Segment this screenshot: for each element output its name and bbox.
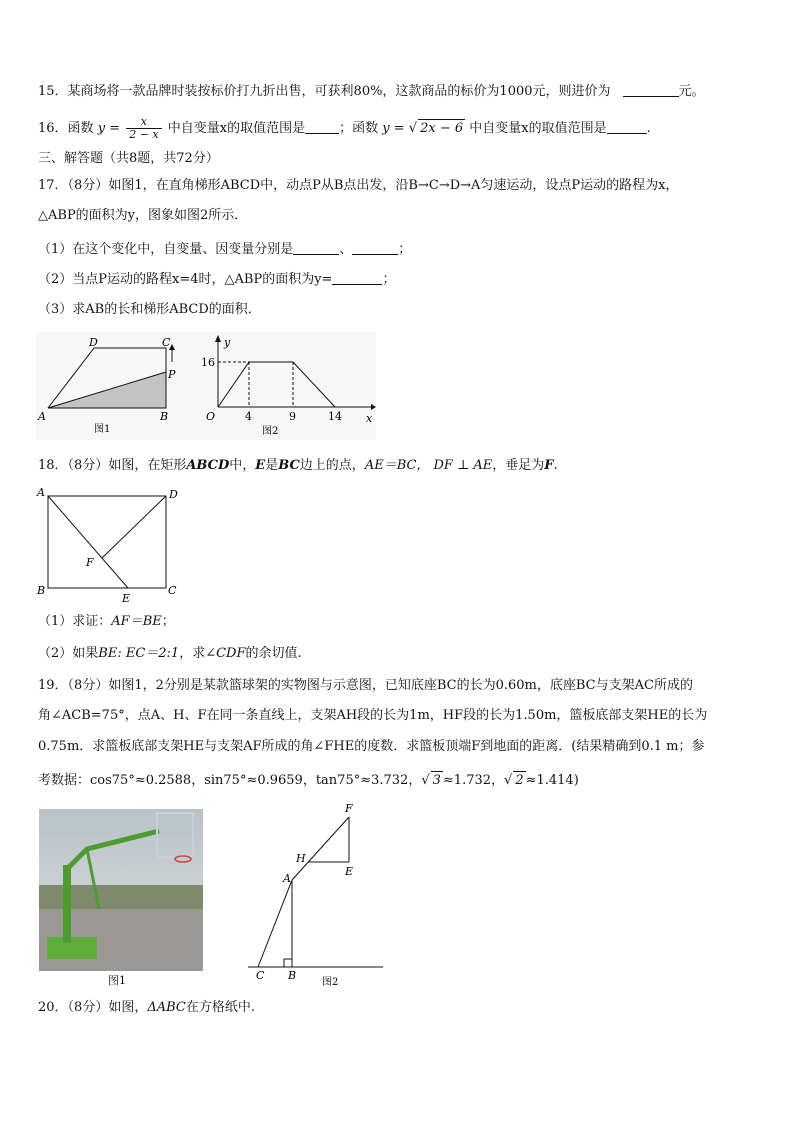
tick-label-4: 4 <box>245 410 252 423</box>
q16-fraction <box>126 116 161 141</box>
label-f: F <box>86 556 94 569</box>
q16-frac-num: x <box>126 116 161 129</box>
label-d: D <box>89 336 98 349</box>
q18-cond1: AE＝BC， <box>364 458 430 473</box>
q18-p1a: （1）求证： <box>38 614 112 629</box>
q19-refs-2: ≈1.732， <box>442 773 505 788</box>
q16-frac-den: 2 − x <box>129 128 159 141</box>
q19-figure-2 <box>240 800 390 990</box>
q19-line2: 角∠ACB=75°，点A、H、F在同一条直线上，支架AH段的长为1m，HF段的长为1.50m，篮板底部支架HE的长为 <box>38 708 708 723</box>
q19-sqrt3: 3 <box>432 773 441 788</box>
label-d: D <box>169 488 178 501</box>
q17-p2-text: （2）当点P运动的路程x=4时，△ABP的面积为y= <box>38 272 333 287</box>
fig2-caption: 图2 <box>262 426 279 437</box>
label-h: H <box>296 852 306 865</box>
label-c: C <box>256 969 265 982</box>
q20-text2: 在方格纸中. <box>185 1000 255 1015</box>
photo-pole <box>63 865 71 943</box>
q15-line <box>38 82 705 101</box>
q16-blank-1 <box>305 119 339 134</box>
rectangle-abcd <box>48 496 166 588</box>
q17-figure-background <box>36 332 376 440</box>
section-3-heading: 三、解答题（共8题，共72分） <box>38 151 219 166</box>
label-e: E <box>345 865 354 878</box>
label-e: E <box>122 592 131 604</box>
q17-p1-sep: 、 <box>339 242 353 257</box>
label-a: A <box>37 486 45 499</box>
q19-line1: 19．（8分）如图1，2分别是某款篮球架的实物图与示意图，已知底座BC的长为0.60m，底座BC与支架AC所成的 <box>38 678 693 693</box>
q16-prefix: 16．函数 <box>38 121 94 136</box>
q16-end: . <box>646 121 651 136</box>
q16-blank-2 <box>607 119 647 134</box>
q16-mid1: 中自变量x的取值范围是 <box>167 121 306 136</box>
q15-text: 15．某商场将一款品牌时装按标价打九折出售，可获利80%，这款商品的标价为1000元，则进价为 <box>38 84 611 99</box>
q17-blank-1 <box>293 240 339 255</box>
label-f: F <box>345 802 353 815</box>
q19-sqrt2: 2 <box>515 773 524 788</box>
q18-p1b: AF＝BE <box>111 614 162 629</box>
segment-ca <box>258 880 292 967</box>
segment-af <box>292 817 349 880</box>
q17-part1 <box>38 240 411 259</box>
label-a: A <box>283 872 291 885</box>
label-p: P <box>168 368 176 381</box>
label-b: B <box>160 410 169 423</box>
axis-label-x: x <box>366 412 373 425</box>
label-b: B <box>37 584 46 597</box>
segment-ae <box>48 496 128 588</box>
q17-p1-text: （1）在这个变化中，自变量、因变量分别是 <box>38 242 294 257</box>
q18-t5: ，垂足为 <box>492 458 545 473</box>
tick-label-16: 16 <box>201 356 215 369</box>
q16-y-eq-2: y = <box>382 121 405 136</box>
q16-mid2: 中自变量x的取值范围是 <box>469 121 607 136</box>
q20-triangle: ΔABC <box>147 1000 186 1015</box>
q19-fig1-caption: 图1 <box>108 974 126 987</box>
q16-line <box>38 116 651 141</box>
q18-e: E <box>255 458 266 473</box>
q18-t4: 边上的点， <box>299 458 365 473</box>
q17-p2-end: ； <box>382 272 396 287</box>
q18-t2: 中， <box>229 458 256 473</box>
q18-t6: . <box>553 458 558 473</box>
label-c: C <box>162 336 171 349</box>
fig2-caption: 图2 <box>322 977 339 988</box>
q18-p2a: （2）如果 <box>38 646 99 661</box>
q17-part3: （3）求AB的长和梯形ABCD的面积． <box>38 302 261 317</box>
q18-cond2: DF ⊥ AE <box>433 458 493 473</box>
q18-p1c: ； <box>161 614 175 629</box>
q18-t1: 18．（8分）如图，在矩形 <box>38 458 187 473</box>
photo-base <box>47 937 97 959</box>
q19-refs-3: ≈1.414) <box>525 773 579 788</box>
axis-label-y: y <box>224 336 231 349</box>
q18-p2c: ，求∠ <box>179 646 217 661</box>
q17-blank-2 <box>352 240 398 255</box>
q19-refs: 考数据：cos75°≈0.2588，sin75°≈0.9659，tan75°≈3.732， <box>38 773 422 788</box>
q18-abcd: ABCD <box>186 458 230 473</box>
q17-line2: △ABP的面积为y，图象如图2所示． <box>38 208 248 223</box>
q16-y-eq: y = <box>97 121 121 136</box>
q18-part1 <box>38 613 175 631</box>
q17-blank-3 <box>332 270 382 285</box>
right-angle-mark <box>284 959 292 967</box>
q17-line1: 17．（8分）如图1，在直角梯形ABCD中，动点P从B点出发，沿B→C→D→A匀速运动，设点P运动的路程为x， <box>38 178 679 193</box>
q18-part2 <box>38 645 302 663</box>
q20-line <box>38 999 255 1017</box>
q16-sqrt-expr: 2x − 6 <box>420 121 464 136</box>
q15-answer-blank <box>623 82 679 97</box>
q18-figure <box>34 482 194 604</box>
sqrt-icon: √ <box>421 773 430 788</box>
q17-p1-end: ； <box>398 242 412 257</box>
sqrt-icon: √ <box>408 121 418 136</box>
q17-figures <box>36 332 376 440</box>
q18-bc: BC <box>278 458 300 473</box>
q20-text1: 20．（8分）如图， <box>38 1000 148 1015</box>
q17-part2 <box>38 270 395 289</box>
sqrt-icon: √ <box>504 773 513 788</box>
q19-photo <box>39 809 203 971</box>
q19-line3: 0.75m．求篮板底部支架HE与支架AF所成的角∠FHE的度数．求篮板顶端F到地面的距离．(结果精确到0.1 m；参 <box>38 739 705 754</box>
q18-line1 <box>38 457 558 475</box>
q15-unit: 元。 <box>678 84 705 99</box>
segment-df <box>102 496 166 558</box>
q18-f: F <box>544 458 554 473</box>
fig1-caption: 图1 <box>94 424 111 435</box>
label-b: B <box>288 969 297 982</box>
q16-sep: ；函数 <box>339 121 379 136</box>
q18-p2d: CDF <box>216 646 246 661</box>
tick-label-14: 14 <box>328 410 342 423</box>
q18-p2e: 的余切值. <box>245 646 302 661</box>
q18-t3: 是 <box>265 458 279 473</box>
tick-label-9: 9 <box>289 410 296 423</box>
q18-p2b: BE: EC＝2:1 <box>98 646 180 661</box>
label-c: C <box>168 584 177 597</box>
label-a: A <box>38 410 46 423</box>
origin-label: O <box>206 410 216 423</box>
q19-line4 <box>38 771 579 790</box>
